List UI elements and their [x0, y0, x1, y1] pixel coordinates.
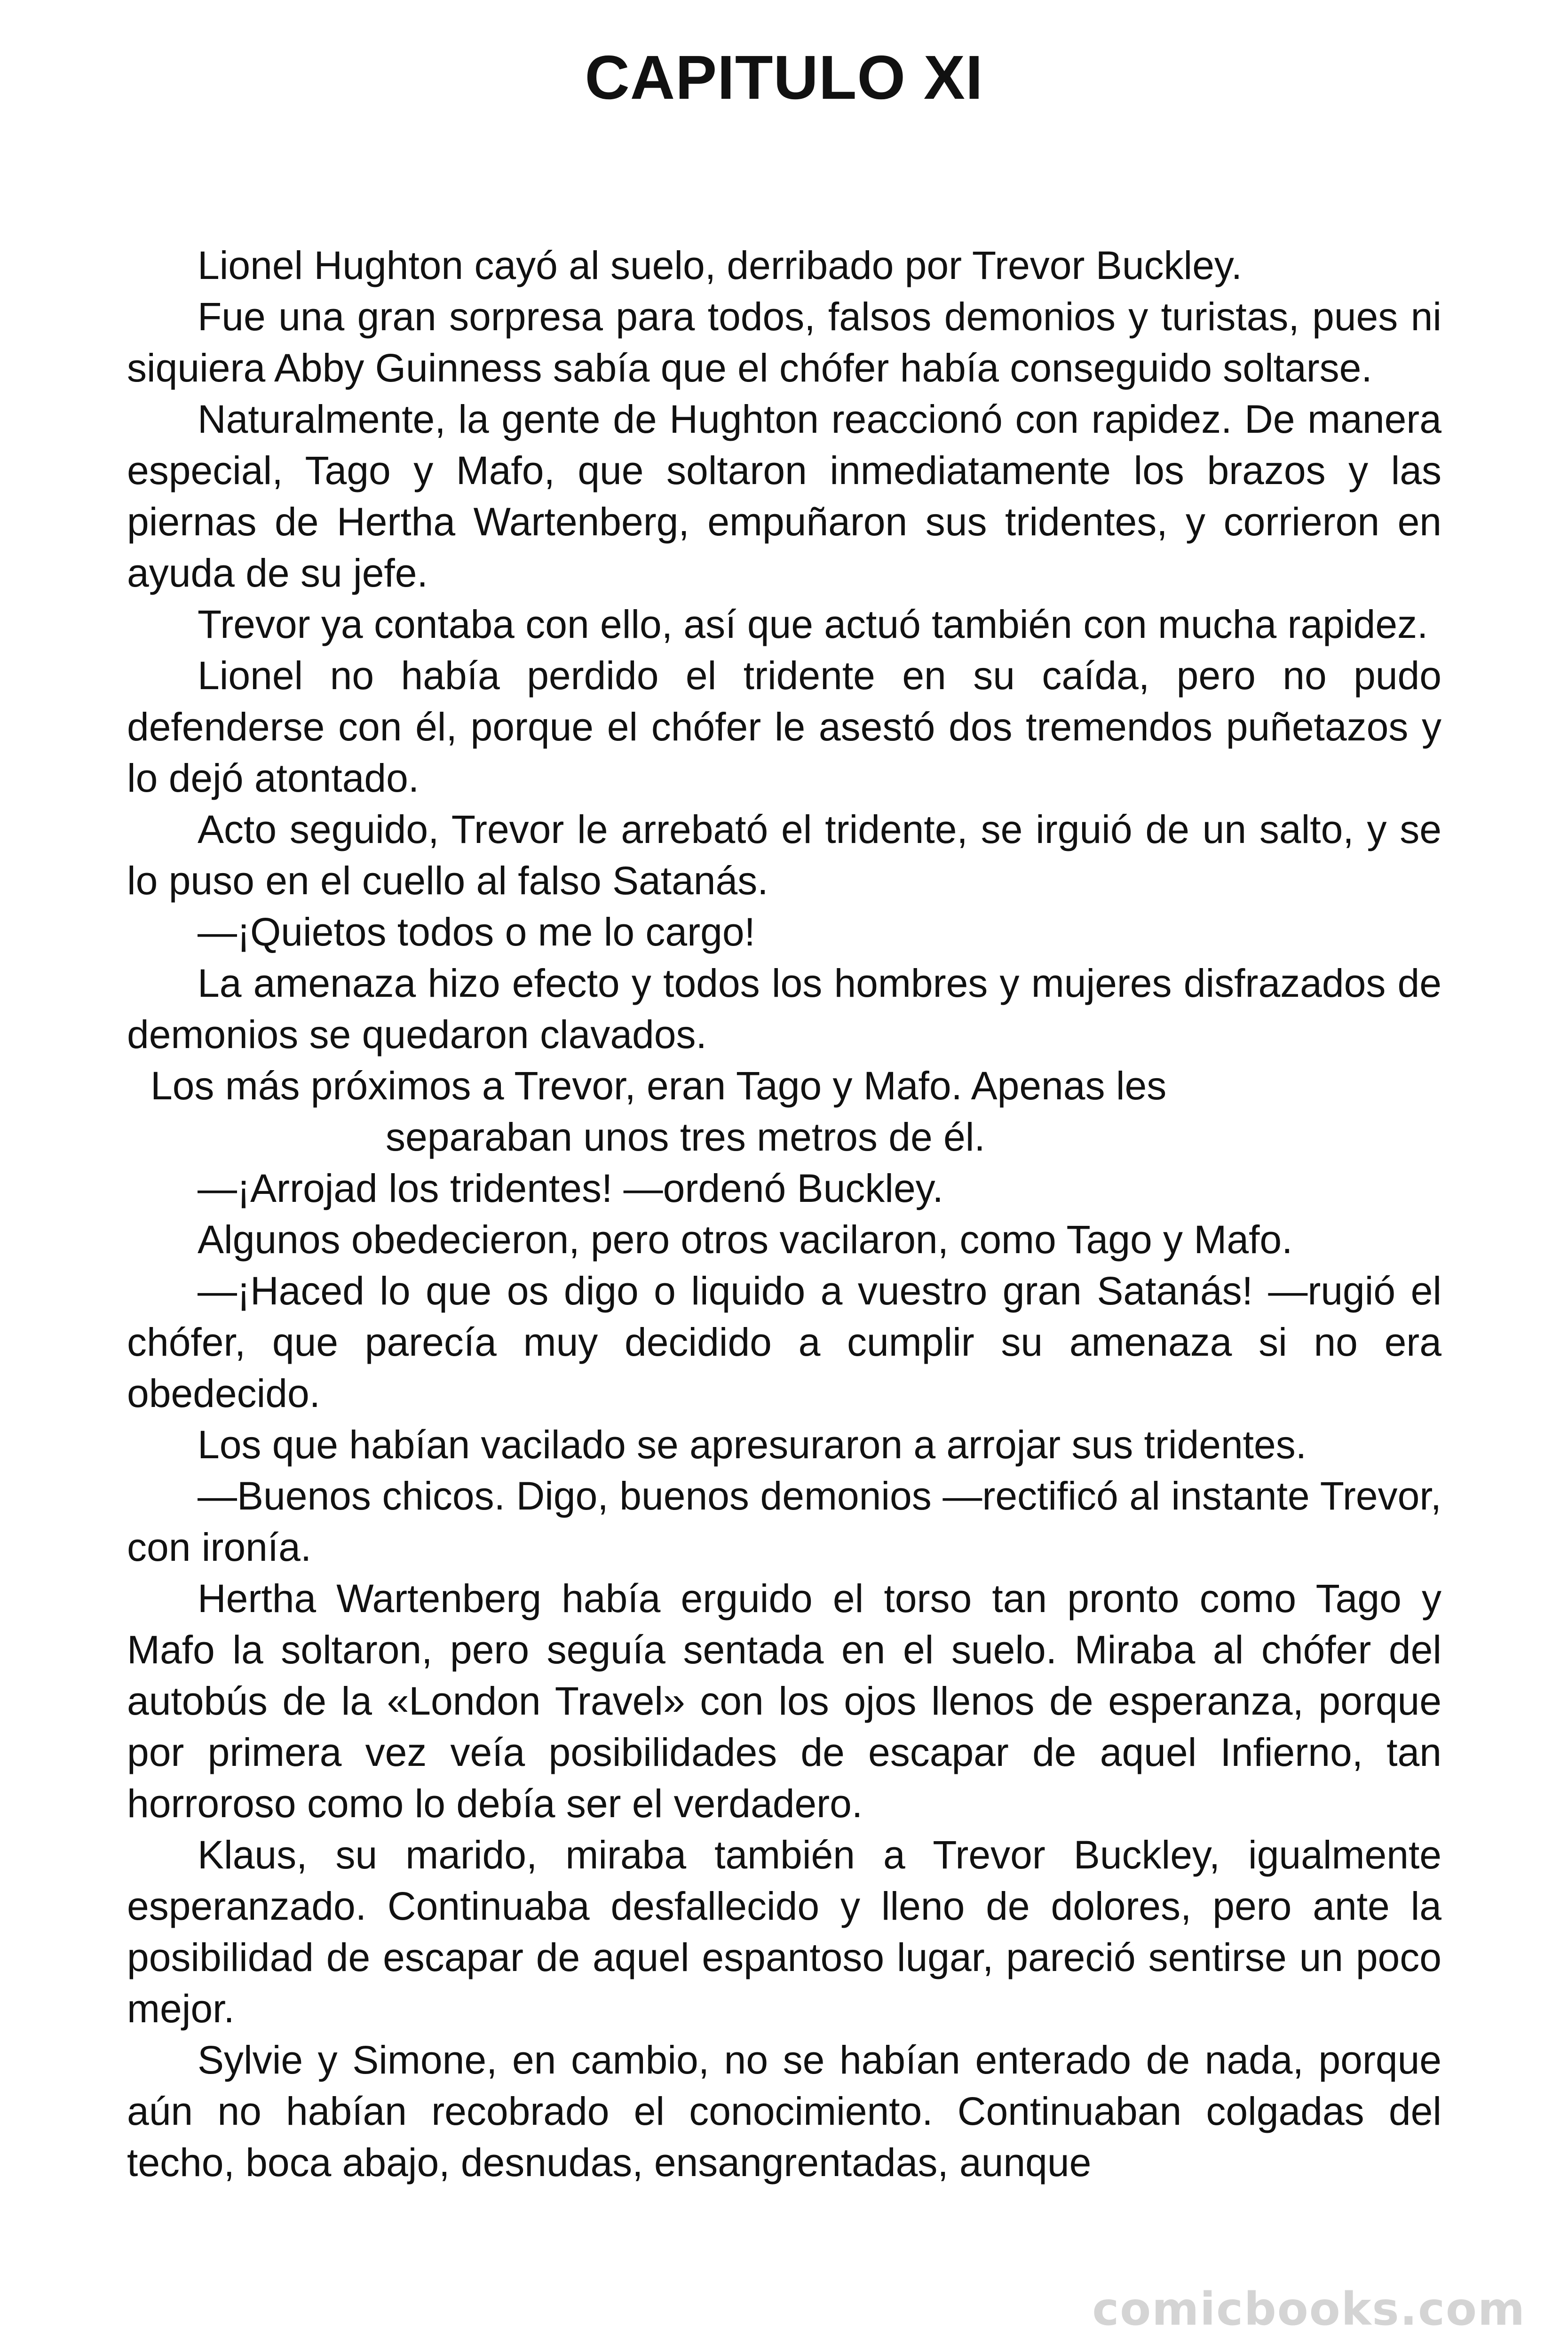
paragraph: Acto seguido, Trevor le arrebató el tridente, se irguió de un salto, y se lo puso en el cuello al falso Satanás.: [127, 807, 1441, 903]
paragraph: Algunos obedecieron, pero otros vacilaron, como Tago y Mafo.: [198, 1217, 1293, 1262]
body-text: [127, 240, 1441, 2188]
paragraph: La amenaza hizo efecto y todos los hombres y mujeres disfrazados de demonios se quedaron clavados.: [127, 961, 1441, 1057]
paragraph: Naturalmente, la gente de Hughton reaccionó con rapidez. De manera especial, Tago y Mafo, que soltaron inmediatamente los brazos y las piernas de Hertha Wartenberg, empuñaron sus tridentes, y corrieron en ayuda de su jefe.: [127, 397, 1441, 595]
paragraph: separaban unos tres metros de él.: [386, 1115, 985, 1159]
paragraph: Lionel no había perdido el tridente en su caída, pero no pudo defenderse con él, porque el chófer le asestó dos tremendos puñetazos y lo dejó atontado.: [127, 653, 1441, 800]
paragraph: Fue una gran sorpresa para todos, falsos demonios y turistas, pues ni siquiera Abby Guinness sabía que el chófer había conseguido soltarse.: [127, 294, 1441, 390]
paragraph: —¡Haced lo que os digo o liquido a vuestro gran Satanás! —rugió el chófer, que parecía muy decidido a cumplir su amenaza si no era obedecido.: [127, 1269, 1441, 1415]
paragraph: Sylvie y Simone, en cambio, no se habían enterado de nada, porque aún no habían recobrado el conocimiento. Continuaban colgadas del techo, boca abajo, desnudas, ensangrentadas, aunque: [127, 2038, 1441, 2185]
paragraph: Hertha Wartenberg había erguido el torso tan pronto como Tago y Mafo la soltaron, pero seguía sentada en el suelo. Miraba al chófer del autobús de la «London Travel» con los ojos llenos de esperanza, porque por primera vez veía posibilidades de escapar de aquel Infierno, tan horroroso como lo debía ser el verdadero.: [127, 1576, 1441, 1826]
paragraph: Los que habían vacilado se apresuraron a arrojar sus tridentes.: [198, 1422, 1307, 1467]
paragraph: Lionel Hughton cayó al suelo, derribado por Trevor Buckley.: [198, 243, 1243, 287]
paragraph: Trevor ya contaba con ello, así que actuó también con mucha rapidez.: [198, 602, 1428, 646]
paragraph: Los más próximos a Trevor, eran Tago y Mafo. Apenas les: [150, 1064, 1167, 1108]
paragraph: Klaus, su marido, miraba también a Trevor Buckley, igualmente esperanzado. Continuaba desfallecido y lleno de dolores, pero ante la posibilidad de escapar de aquel espantoso lugar, pareció sentirse un poco mejor.: [127, 1833, 1441, 2031]
paragraph: —¡Quietos todos o me lo cargo!: [198, 910, 755, 954]
watermark: comicbooks.com: [1092, 2283, 1526, 2336]
paragraph: —¡Arrojad los tridentes! —ordenó Buckley.: [198, 1166, 943, 1210]
paragraph: —Buenos chicos. Digo, buenos demonios —rectificó al instante Trevor, con ironía.: [127, 1474, 1441, 1569]
chapter-title: CAPITULO XI: [585, 43, 983, 112]
